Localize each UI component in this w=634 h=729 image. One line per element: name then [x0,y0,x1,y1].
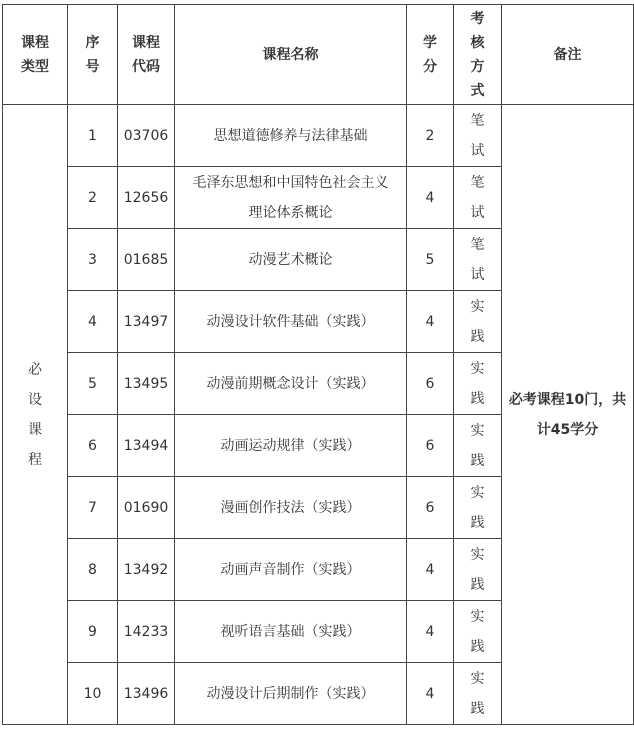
exam-cell: 实践 [454,539,502,601]
code-cell: 01685 [118,229,175,291]
header-row [3,5,634,105]
seq-cell: 10 [68,663,118,725]
code-cell: 14233 [118,601,175,663]
credit-cell: 5 [407,229,454,291]
code-cell: 12656 [118,167,175,229]
course-name-cell: 动漫设计软件基础（实践） [175,291,407,353]
header-seq: 序号 [68,5,118,105]
exam-cell: 实践 [454,601,502,663]
header-course-name: 课程名称 [175,5,407,105]
course-name-cell: 动漫设计后期制作（实践） [175,663,407,725]
seq-cell: 8 [68,539,118,601]
code-cell: 13495 [118,353,175,415]
seq-cell: 9 [68,601,118,663]
course-name-cell: 动漫艺术概论 [175,229,407,291]
code-cell: 13496 [118,663,175,725]
exam-cell: 笔试 [454,229,502,291]
credit-cell: 6 [407,415,454,477]
header-code: 课程代码 [118,5,175,105]
credit-cell: 4 [407,167,454,229]
code-cell: 01690 [118,477,175,539]
exam-cell: 实践 [454,353,502,415]
course-name-cell: 视听语言基础（实践） [175,601,407,663]
header-note: 备注 [502,5,634,105]
header-credit: 学分 [407,5,454,105]
credit-cell: 6 [407,477,454,539]
seq-cell: 6 [68,415,118,477]
note-cell: 必考课程10门，共计45学分 [502,105,634,725]
exam-cell: 实践 [454,477,502,539]
exam-cell: 实践 [454,415,502,477]
category-cell: 必设课程 [3,105,68,725]
course-name-cell: 漫画创作技法（实践） [175,477,407,539]
credit-cell: 4 [407,539,454,601]
seq-cell: 2 [68,167,118,229]
course-name-cell: 思想道德修养与法律基础 [175,105,407,167]
code-cell: 03706 [118,105,175,167]
credit-cell: 4 [407,291,454,353]
credit-cell: 4 [407,663,454,725]
seq-cell: 3 [68,229,118,291]
exam-cell: 实践 [454,291,502,353]
credit-cell: 2 [407,105,454,167]
course-name-cell: 动漫前期概念设计（实践） [175,353,407,415]
exam-cell: 笔试 [454,167,502,229]
code-cell: 13497 [118,291,175,353]
exam-cell: 笔试 [454,105,502,167]
code-cell: 13492 [118,539,175,601]
course-table [2,4,634,725]
seq-cell: 7 [68,477,118,539]
seq-cell: 4 [68,291,118,353]
exam-cell: 实践 [454,663,502,725]
table-row [3,105,634,167]
course-name-cell: 动画运动规律（实践） [175,415,407,477]
header-course-type: 课程类型 [3,5,68,105]
seq-cell: 5 [68,353,118,415]
code-cell: 13494 [118,415,175,477]
course-name-cell: 毛泽东思想和中国特色社会主义理论体系概论 [175,167,407,229]
course-name-cell: 动画声音制作（实践） [175,539,407,601]
credit-cell: 4 [407,601,454,663]
credit-cell: 6 [407,353,454,415]
seq-cell: 1 [68,105,118,167]
header-exam-method: 考核方式 [454,5,502,105]
